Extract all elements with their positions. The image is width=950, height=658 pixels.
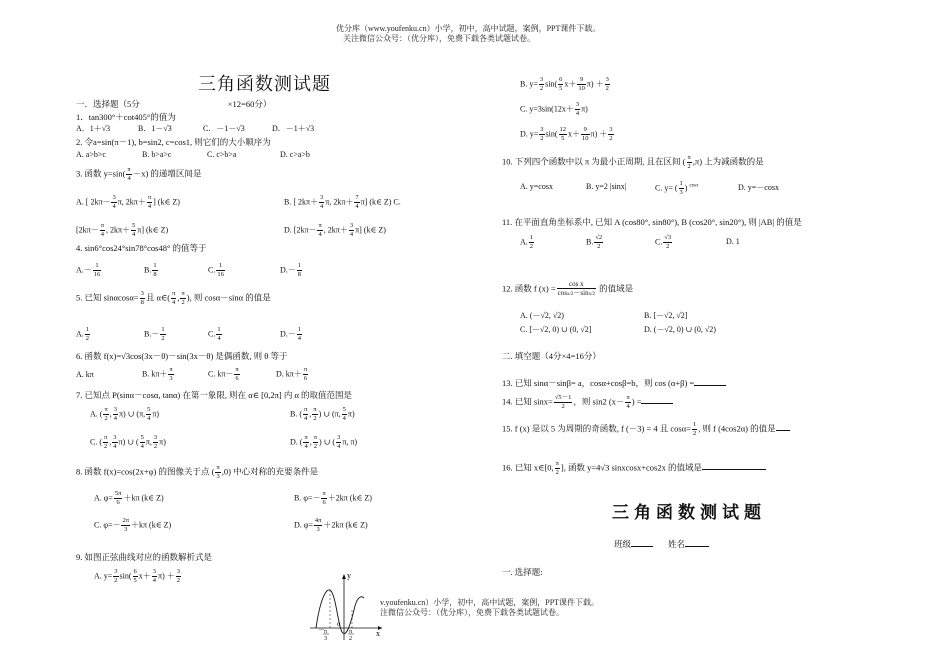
footer-line-2: 注微信公众号：（优分库），免费下载各类试题试卷。 — [380, 608, 564, 617]
header-line-1: 优分库（www.youfenku.cn）小学，初中，高中试题，案例，PPT课件下载。 — [336, 24, 601, 33]
q8-option-d: D. φ= $\frac{4\pi}{3}$ ＋2kπ (k∈ Z) — [294, 517, 368, 533]
sine-graph — [306, 570, 386, 642]
q4-option-d: D.－ $\frac{1}{8}$ — [280, 262, 302, 278]
q12-option-b: B. [－√2, √2] — [644, 311, 688, 320]
q11-option-c: C. $\frac{√3}{2}$ — [655, 234, 672, 250]
q7-option-c: C. ( $\frac{\pi}{2}$ , $\frac{3}{4}$ π) ∪ ( $\frac{5}{4}$ π, $\frac{3}{2}$ π) — [90, 434, 166, 450]
q13: 13. 已知 sinα－sinβ= a，cosα+cosβ=b，则 cos (α+β) = — [502, 377, 726, 389]
q9: 9. 如图正弦曲线对应的函数解析式是 — [76, 552, 213, 562]
q6: 6. 函数 f(x)=√3cos(3x－θ)－sin(3x－θ) 是偶函数, 则 θ 等于 — [76, 351, 288, 361]
q7-option-a: A. ( $\frac{\pi}{2}$ , $\frac{3}{4}$ π) ∪ (π, $\frac{5}{4}$ π) — [90, 406, 160, 422]
q2-option-b: B. b>a>c — [142, 150, 172, 159]
q1-option-c: C．－1－√3 — [203, 124, 245, 133]
q12-option-c: C. [－√2, 0) ∪ (0, √2] — [520, 325, 592, 334]
q5: 5. 已知 sinαcosα= $\frac{3}{8}$ 且 α∈( $\frac{\pi}{4}$ , $\frac{\pi}{2}$ ), 则 cosα－sinα 的值是 — [76, 290, 271, 306]
q10-option-a: A. y=cosx — [520, 182, 553, 191]
q1-option-d: D．－1＋√3 — [272, 124, 315, 133]
q15: 15. f (x) 是以 5 为周期的奇函数, f (－3) = 4 且 cosα= $\frac{1}{2}$ , 则 f (4cos2α) 的值是 — [502, 421, 790, 438]
q10-option-b: B. y=2 |sinx| — [586, 182, 627, 191]
q3-option-d: D. [2kπ－ $\frac{\pi}{4}$ , 2kπ＋ $\frac{3}{4}$ π] (k∈ Z) — [284, 222, 386, 238]
q2-option-d: D. c>a>b — [280, 150, 310, 159]
q3-option-a: A. [ 2kπ－ $\frac{3}{4}$ π, 2kπ＋ $\frac{\pi}{4}$ ] (k∈ Z) — [76, 194, 180, 210]
q3-option-b: B. [ 2kπ＋ $\frac{3}{4}$ π, 2kπ＋ $\frac{7}{4}$ π] (k∈ Z) C. — [284, 194, 401, 210]
tick-pi-over-3-num: π — [324, 629, 328, 635]
tick-pi-over-3-den: 3 — [324, 636, 327, 642]
q5-option-d: D.－ $\frac{1}{4}$ — [280, 326, 302, 342]
origin-label: o — [337, 620, 341, 628]
q12: 12. 函数 f (x) = $\frac{\text{cos x}}{\cos x/2-\sin x/2}$ 的值域是 — [502, 280, 634, 297]
q8-option-b: B. φ=－ $\frac{\pi}{6}$ ＋2kπ (k∈ Z) — [294, 490, 372, 506]
q3-option-c: [2kπ－ $\frac{\pi}{4}$ , 2kπ＋ $\frac{5}{4}$ π] (k∈ Z) — [76, 222, 169, 238]
x-axis-label: x — [376, 629, 380, 638]
q5-option-c: C. $\frac{1}{4}$ — [208, 326, 221, 342]
tick-neg: － — [318, 626, 325, 634]
q2-option-c: C. c>b>a — [207, 150, 237, 159]
q1-option-b: B．1－√3 — [138, 124, 172, 133]
header-line-2: 关注微信公众号：（优分库），免费下载各类试题试卷。 — [343, 34, 535, 43]
class-field: 班级 — [614, 538, 653, 550]
q4-option-b: B. $\frac{1}{8}$ — [144, 262, 157, 278]
q6-option-a: A. kπ — [76, 370, 94, 379]
q8-option-c: C. φ=－ $\frac{2\pi}{3}$ ＋kπ (k∈ Z) — [94, 517, 172, 533]
q16: 16. 已知 x∈[0, $\frac{\pi}{2}$ ], 函数 y=4√3 sinxcosx+cos2x 的值域是 — [502, 460, 766, 477]
q11-option-b: B. $\frac{√2}{2}$ — [586, 234, 603, 250]
q14: 14. 已知 sinx= $\frac{√5-1}{2}$ ，则 sin2 (x－ $\frac{\pi}{4}$ ) = — [502, 394, 673, 411]
q7-option-d: D. ( $\frac{\pi}{4}$ , $\frac{\pi}{2}$ ) ∪ ( $\frac{3}{4}$ π, π) — [290, 434, 358, 450]
q6-option-b: B. kπ＋ $\frac{\pi}{3}$ — [142, 366, 173, 382]
page-title: 三角函数测试题 — [198, 74, 331, 94]
y-axis-arrow — [342, 574, 346, 579]
q9-option-b: B. y= $\frac{3}{2}$ sin( $\frac{6}{5}$ x＋ $\frac{9}{10}$ π) ＋ $\frac{3}{2}$ — [520, 76, 609, 92]
q9-option-d: D. y= $\frac{3}{2}$ sin( $\frac{12}{5}$ x＋ $\frac{9}{10}$ π) ＋ $\frac{3}{2}$ — [520, 126, 613, 142]
q10: 10. 下列四个函数中以 π 为最小正周期, 且在区间 ( $\frac{\pi}{2}$ ,π) 上为减函数的是 — [502, 154, 764, 170]
q1: 1．tan300°＋cot405°的值为 — [76, 112, 176, 122]
q7-option-b: B. ( $\frac{\pi}{4}$ , $\frac{\pi}{2}$ ) ∪ (π, $\frac{5}{4}$ π) — [290, 406, 355, 422]
answer-section-heading: 一. 选择题: — [502, 567, 543, 577]
q10-option-d: D. y=－cosx — [738, 183, 779, 192]
name-field: 姓名 — [668, 538, 709, 550]
q3: 3. 函数 y=sin( $\frac{\pi}{4}$ －x) 的递增区间是 — [76, 166, 202, 182]
q8-option-a: A. φ= $\frac{5\pi}{6}$ ＋kπ (k∈ Z) — [94, 490, 164, 506]
secondary-title: 三角函数测试题 — [612, 503, 766, 522]
q12-option-d: D. (－√2, 0) ∪ (0, √2) — [644, 325, 716, 334]
q12-option-a: A. (－√2, √2) — [520, 311, 564, 320]
q6-option-d: D. kπ＋ $\frac{\pi}{6}$ — [276, 366, 308, 382]
q5-option-b: B.－ $\frac{1}{2}$ — [144, 326, 165, 342]
q2-option-a: A. a>b>c — [76, 150, 106, 159]
q11-option-d: D. 1 — [726, 237, 740, 246]
q1-option-a: A．1＋√3 — [76, 124, 111, 133]
q6-option-c: C. kπ－ $\frac{\pi}{6}$ — [208, 366, 239, 382]
tick-pi-over-2-den: 2 — [349, 636, 352, 642]
tick-pi-over-2-num: π — [349, 629, 353, 635]
q5-option-a: A. $\frac{1}{2}$ — [76, 326, 90, 342]
q4-option-c: C. $\frac{1}{16}$ — [208, 262, 224, 278]
section-1-heading: 一．选择题（5分 ×12=60分） — [76, 99, 272, 109]
y-axis-label: y — [347, 571, 351, 580]
q11: 11. 在平面直角坐标系中, 已知 A (cos80°, sin80°), B (cos20°, sin20°), 则 |AB| 的值是 — [502, 217, 802, 227]
section-2-heading: 二. 填空题（4分×4=16分） — [502, 351, 601, 361]
q11-option-a: A. $\frac{1}{2}$ — [520, 234, 534, 250]
q9-option-c: C. y=3sin(12x＋ $\frac{3}{4}$ π) — [520, 101, 588, 117]
q8: 8. 函数 f(x)=cos(2x+φ) 的图像关于点 ( $\frac{\pi}{3}$ ,0) 中心对称的充要条件是 — [76, 464, 319, 480]
q10-option-c: C. y= ( $\frac{1}{3}$ ) $^{cosx}$ — [655, 180, 699, 196]
q2: 2. 令a=sin(π－1), b=sin2, c=cos1, 则它们的大小顺序为 — [76, 137, 271, 147]
q4-option-a: A.－ $\frac{1}{16}$ — [76, 262, 101, 278]
q7: 7. 已知点 P(sinα－cosα, tanα) 在第一象限, 则在 α∈ [0,2π] 内 α 的取值范围是 — [76, 390, 353, 400]
q4: 4. sin6°cos24°sin78°cos48° 的值等于 — [76, 243, 207, 253]
footer-line-1: v.youfenku.cn）小学，初中，高中试题，案例，PPT课件下载。 — [380, 598, 600, 607]
q9-option-a: A. y= $\frac{3}{2}$ sin( $\frac{6}{5}$ x＋ $\frac{3}{4}$ π) ＋ $\frac{3}{2}$ — [94, 568, 180, 584]
